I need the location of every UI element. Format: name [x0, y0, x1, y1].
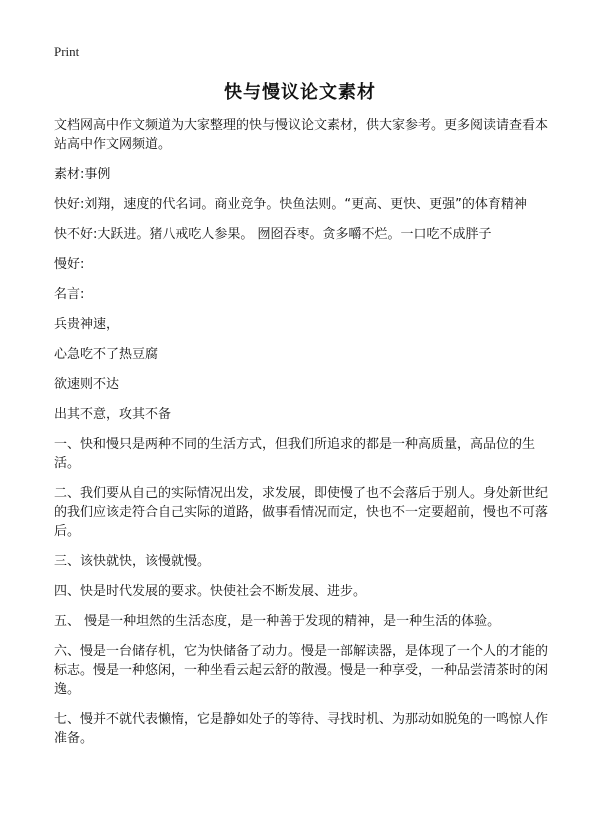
- paragraph-point-5: 五、 慢是一种坦然的生活态度，是一种善于发现的精神，是一种生活的体验。: [54, 614, 501, 629]
- paragraph-quote-4: 出其不意，攻其不备: [54, 407, 172, 422]
- article-body: [54, 116, 548, 759]
- paragraph-fast-good: 快好:刘翔，速度的代名词。商业竞争。快鱼法则。“更高、更快、更强”的体育精神: [54, 197, 527, 212]
- paragraph-intro: 文档网高中作文频道为大家整理的快与慢议论文素材，供大家参考。更多阅读请查看本站高中作文网频道。: [54, 118, 549, 152]
- paragraph-point-4: 四、快是时代发展的要求。快使社会不断发展、进步。: [54, 584, 367, 599]
- paragraph-point-7: 七、慢并不就代表懒惰，它是静如处子的等待、寻找时机、为那动如脱兔的一鸣惊人作准备。: [54, 712, 549, 746]
- paragraph-point-2: 二、我们要从自己的实际情况出发，求发展，即使慢了也不会落后于别人。身处新世纪的我们应该走符合自己实际的道路，做事看情况而定，快也不一定要超前，慢也不可落后。: [54, 486, 549, 539]
- paragraph-quote-2: 心急吃不了热豆腐: [54, 347, 159, 362]
- paragraph-quotes-heading: 名言:: [54, 287, 85, 302]
- paragraph-point-3: 三、该快就快，该慢就慢。: [54, 554, 211, 569]
- article-title: 快与慢议论文素材: [224, 82, 376, 103]
- paragraph-section-examples: 素材:事例: [54, 167, 111, 182]
- paragraph-point-6: 六、慢是一台储存机，它为快储备了动力。慢是一部解读器，是体现了一个人的才能的标志。慢是一种悠闲，一种坐看云起云舒的散漫。慢是一种享受，一种品尝清茶时的闲逸。: [54, 644, 549, 697]
- paragraph-quote-3: 欲速则不达: [54, 377, 120, 392]
- paragraph-point-1: 一、快和慢只是两种不同的生活方式，但我们所追求的都是一种高质量，高品位的生活。: [54, 437, 536, 471]
- paragraph-slow-good: 慢好:: [54, 257, 85, 272]
- paragraph-quote-1: 兵贵神速，: [54, 317, 120, 332]
- paragraph-fast-bad: 快不好:大跃进。猪八戒吃人参果。 囫囵吞枣。贪多嚼不烂。一口吃不成胖子: [54, 227, 492, 242]
- print-link[interactable]: Print: [54, 44, 80, 59]
